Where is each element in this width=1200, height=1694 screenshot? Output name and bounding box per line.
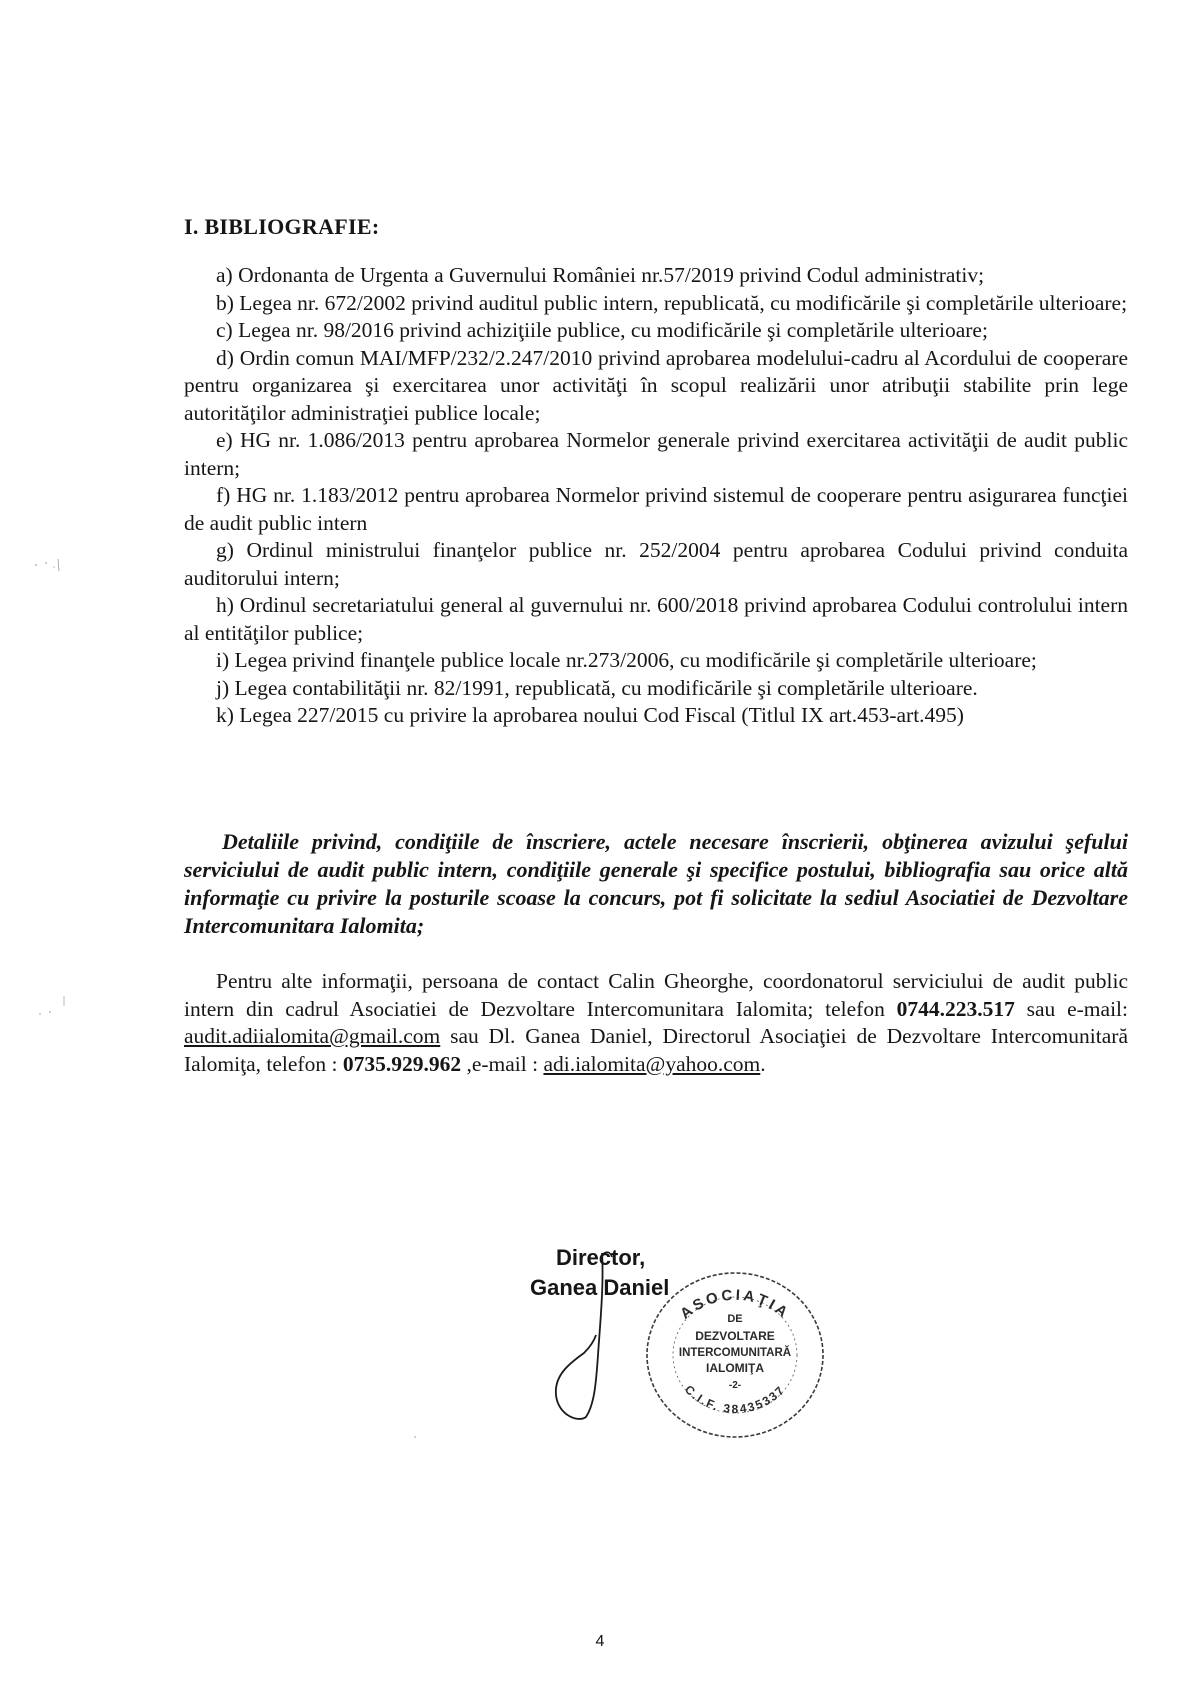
bibliography-item-text: HG nr. 1.086/2013 pentru aprobarea Normelor generale privind exercitarea activităţii de audit public intern; <box>184 428 1129 480</box>
contact-text: . <box>760 1051 766 1076</box>
bibliography-item-text: HG nr. 1.183/2012 pentru aprobarea Normelor privind sistemul de cooperare pentru asigurarea funcţiei de audit public intern <box>184 483 1129 535</box>
bibliography-item-label: e) <box>216 428 233 452</box>
seal-cif-text: C.I.F. 38435337 <box>681 1382 789 1417</box>
bibliography-item-label: g) <box>216 538 234 562</box>
bibliography-item <box>184 702 1128 730</box>
bibliography-item-text: Legea contabilităţii nr. 82/1991, republicată, cu modificările şi completările ulterioare. <box>234 675 978 700</box>
bibliography-item <box>184 537 1128 592</box>
bibliography-item <box>184 482 1128 537</box>
contact-phone-2: 0735.929.962 <box>342 1051 462 1076</box>
bibliography-item-label: k) <box>216 703 234 727</box>
bibliography-list <box>184 262 1128 730</box>
bibliography-item <box>184 262 1128 290</box>
contact-text: sau Dl. Ganea Daniel, Directorul Asociaţiei de Dezvoltare Intercomunitară Ialomiţa, telefon : <box>184 1024 1128 1076</box>
contact-email-2[interactable]: adi.ialomita@yahoo.com <box>543 1051 761 1076</box>
bibliography-item-text: Legea nr. 672/2002 privind auditul public intern, republicată, cu modificările şi completările ulterioare; <box>239 290 1128 315</box>
bibliography-item <box>184 592 1128 647</box>
bibliography-item-label: i) <box>216 648 230 672</box>
bibliography-item <box>184 345 1128 428</box>
organization-seal <box>635 1260 835 1445</box>
bibliography-item-text: Legea privind finanţele publice locale nr.273/2006, cu modificările şi completările ulterioare; <box>234 648 1037 672</box>
contact-email-1[interactable]: audit.adiialomita@gmail.com <box>184 1024 441 1048</box>
contact-text: ,e-mail : <box>461 1051 544 1076</box>
bibliography-item-label: j) <box>216 675 230 700</box>
contact-phone-1: 0744.223.517 <box>896 996 1015 1021</box>
contact-paragraph <box>184 968 1128 1078</box>
bibliography-item <box>184 317 1128 345</box>
seal-line-4: IALOMIŢA <box>706 1361 764 1375</box>
bibliography-item-label: c) <box>216 318 233 342</box>
contact-text: Pentru alte informaţii, persoana de contact Calin Gheorghe, coordonatorul serviciului de audit public intern din cadrul Asociatiei de Dezvoltare Intercomunitara Ialomita; telefon <box>184 969 1128 1021</box>
page-number: 4 <box>595 1633 605 1650</box>
bibliography-item-label: d) <box>216 345 234 370</box>
seal-line-3: INTERCOMUNITARĂ <box>678 1347 792 1359</box>
bibliography-item <box>184 427 1128 482</box>
seal-line-2: DEZVOLTARE <box>695 1329 775 1343</box>
bibliography-item-text: Ordinul ministrului finanţelor publice nr. 252/2004 pentru aprobarea Codului privind conduita auditorului intern; <box>184 538 1129 590</box>
bibliography-item-text: Legea nr. 98/2016 privind achiziţiile publice, cu modificările şi completările ulterioare; <box>238 318 988 342</box>
bibliography-item-text: Ordinul secretariatului general al guvernului nr. 600/2018 privind aprobarea Codului controlului intern al entităţilor publice; <box>184 593 1128 645</box>
bibliography-item-text: Legea 227/2015 cu privire la aprobarea noului Cod Fiscal (Titlul IX art.453-art.495) <box>239 703 964 727</box>
bibliography-item <box>184 675 1128 703</box>
bibliography-item <box>184 290 1128 318</box>
bibliography-item-label: a) <box>216 263 233 287</box>
seal-line-1: DE <box>727 1313 743 1325</box>
contact-text: sau e-mail: <box>1014 996 1128 1021</box>
seal-outer-top-text: ASOCIAŢIA <box>677 1286 793 1323</box>
bibliography-item-text: Ordonanta de Urgenta a Guvernului României nr.57/2019 privind Codul administrativ; <box>238 263 985 287</box>
section-heading: I. BIBLIOGRAFIE: <box>184 214 380 239</box>
signatory-name: Ganea Daniel <box>530 1275 670 1300</box>
bibliography-item-label: f) <box>216 483 231 507</box>
details-paragraph: Detaliile privind, condiţiile de înscriere, actele necesare înscrierii, obţinerea avizului şefului serviciului de audit public intern, condiţiile generale şi specifice postului, bibliografia sau orice altă informaţie cu privire la posturile scoase la concurs, pot fi solicitate la sediul Asociatiei de Dezvoltare Intercomunitara Ialomita; <box>184 829 1128 938</box>
signature-title: Director, <box>556 1245 646 1270</box>
seal-line-5: -2- <box>728 1380 742 1391</box>
scan-speck-marks <box>28 555 68 585</box>
signature-block <box>530 1245 830 1485</box>
bibliography-item-text: Ordin comun MAI/MFP/232/2.247/2010 privind aprobarea modelului-cadru al Acordului de cooperare pentru organizarea şi exercitarea unor activităţi în scopul realizării unor atribuţii stabilite prin lege autorităţilor administraţiei publice locale; <box>184 345 1128 425</box>
bibliography-item-label: b) <box>216 290 234 315</box>
bibliography-item <box>184 647 1128 675</box>
scan-speck-marks <box>30 992 70 1022</box>
scan-speck-marks <box>410 1432 420 1442</box>
bibliography-item-label: h) <box>216 593 234 617</box>
